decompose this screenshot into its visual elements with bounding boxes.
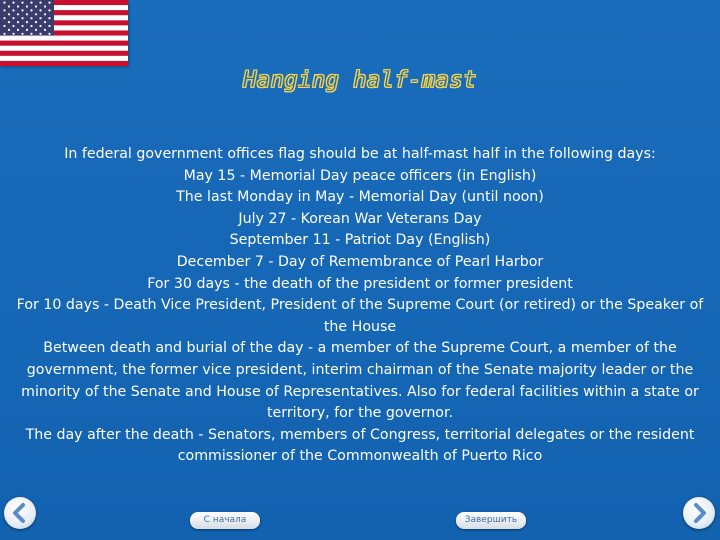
finish-button[interactable]: Завершить xyxy=(456,512,526,529)
body-line: The last Monday in May - Memorial Day (until noon) xyxy=(176,189,544,206)
arrow-left-icon xyxy=(4,497,36,529)
body-line: For 10 days - Death Vice President, President of the Supreme Court (or retired) or the Speaker of the House xyxy=(16,297,704,335)
slide-title: Hanging half-mast xyxy=(243,68,477,93)
previous-slide-button[interactable] xyxy=(4,497,36,529)
slide-body xyxy=(4,144,716,468)
arrow-right-icon xyxy=(683,497,715,529)
start-over-button[interactable]: С начала xyxy=(190,512,260,529)
body-line: For 30 days - the death of the president or former president xyxy=(147,275,573,292)
us-flag-icon xyxy=(0,0,128,66)
body-line: Between death and burial of the day - a member of the Supreme Court, a member of the government, the former vice president, interim chairman of the Senate majority leader or the minority of the Senate and House of Representatives. Also for federal facilities within a state or territory, for the governor. xyxy=(21,340,699,422)
next-slide-button[interactable] xyxy=(683,497,715,529)
body-line: May 15 - Memorial Day peace officers (in English) xyxy=(183,167,537,184)
body-line: July 27 - Korean War Veterans Day xyxy=(238,210,482,227)
body-line: In federal government offices flag should be at half-mast half in the following days: xyxy=(64,146,656,162)
body-line: September 11 - Patriot Day (English) xyxy=(229,232,491,249)
body-line: December 7 - Day of Remembrance of Pearl Harbor xyxy=(176,253,544,270)
body-line: The day after the death - Senators, members of Congress, territorial delegates or the resident commissioner of the Commonwealth of Puerto Rico xyxy=(25,426,695,465)
